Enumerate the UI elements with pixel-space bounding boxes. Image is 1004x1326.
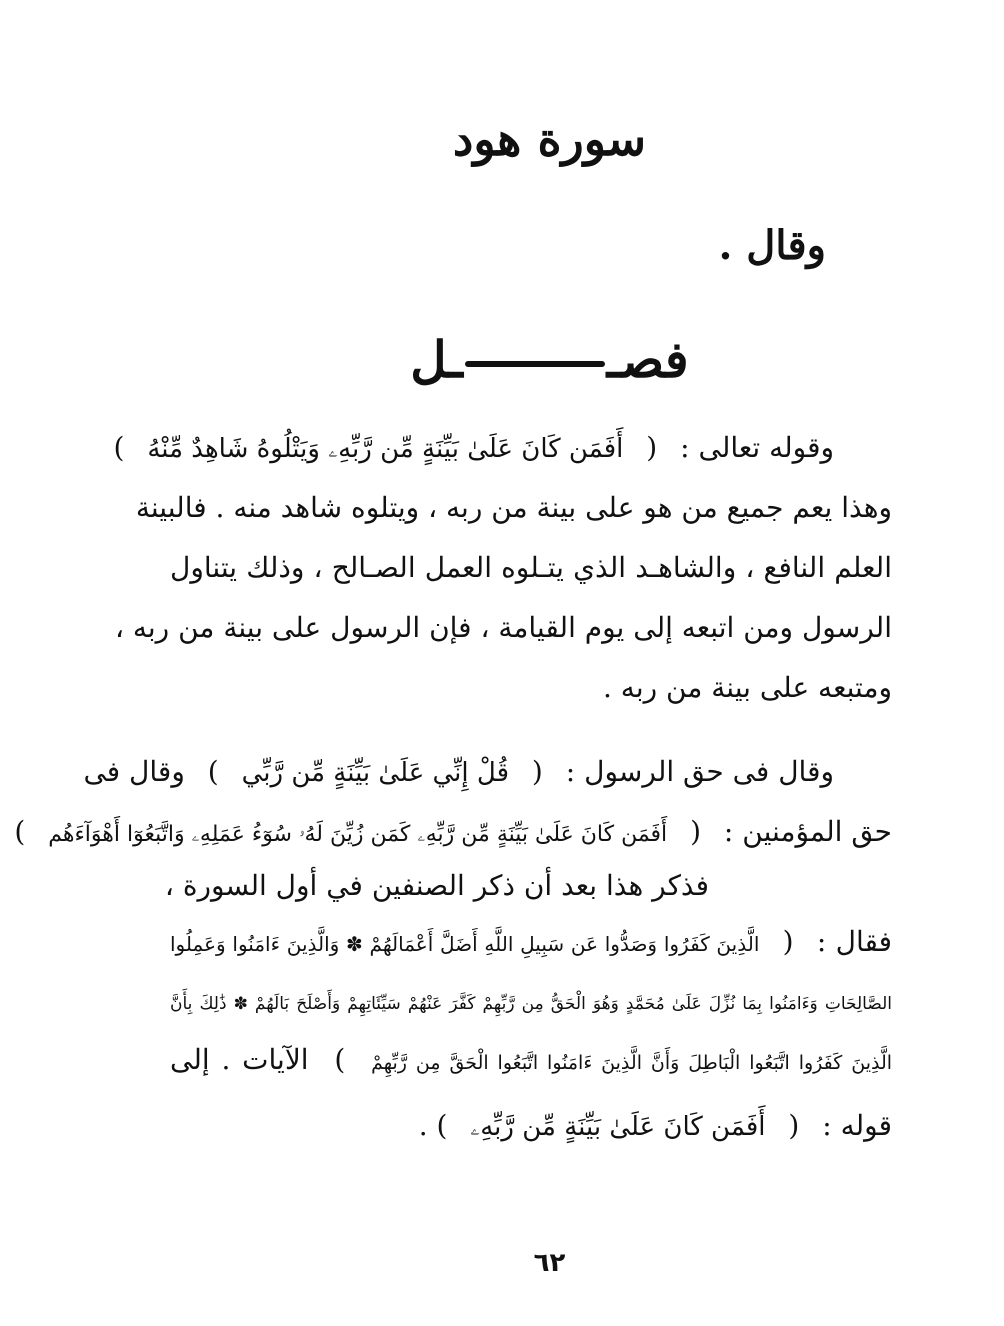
- verse-close-paren: ) .: [418, 1109, 448, 1142]
- quran-verse: أَفَمَن كَانَ عَلَىٰ بَيِّنَةٍ مِّن رَّبِّهِۦ وَيَتْلُوهُ شَاهِدٌ مِّنْهُ: [147, 434, 624, 464]
- verse-open-paren: (: [646, 431, 658, 464]
- verse-intro: قوله :: [822, 1109, 892, 1142]
- quran-verse: قُلْ إِنِّي عَلَىٰ بَيِّنَةٍ مِّن رَّبِّي: [241, 758, 510, 788]
- section-heading-start: فصـ: [606, 330, 689, 389]
- verse-close-paren: ): [14, 815, 26, 848]
- verse-close-paren: ): [334, 1043, 346, 1076]
- verse-intro: وقال فى حق الرسول :: [565, 755, 834, 788]
- surah-title: سورة هود: [452, 112, 647, 166]
- quran-verse: الَّذِينَ كَفَرُوا وَصَدُّوا عَن سَبِيلِ اللَّهِ أَضَلَّ أَعْمَالَهُمْ ✽ وَالَّذِينَ ءَامَنُوا وَعَمِلُوا: [170, 932, 760, 956]
- paragraph1-line2: وهذا يعم جميع من هو على بينة من ربه ، ويتلوه شاهد منه . فالبينة: [135, 491, 892, 524]
- book-page: [14, 0, 1004, 1326]
- tatweel-stroke: [465, 361, 605, 367]
- paragraph1-line3: العلم النافع ، والشاهـد الذي يتـلوه العمل الصـالح ، وذلك يتناول: [170, 551, 892, 584]
- section-heading: [95, 330, 1004, 389]
- quran-verse: الصَّالِحَاتِ وَءَامَنُوا بِمَا نُزِّلَ عَلَىٰ مُحَمَّدٍ وَهُوَ الْحَقُّ مِن رَّبِّهِمْ كَفَّرَ عَنْهُمْ سَيِّئَاتِهِمْ وَأَصْلَحَ بَالَهُمْ ✽ ذَٰلِكَ بِأَنَّ: [170, 994, 892, 1014]
- paragraph1-line4: الرسول ومن اتبعه إلى يوم القيامة ، فإن الرسول على بينة من ربه ،: [114, 611, 892, 644]
- paragraph2-line5: [170, 980, 892, 1024]
- paragraph2-line4: [170, 922, 892, 964]
- section-heading-end: ـل: [410, 330, 463, 389]
- verses-abbrev: الآيات .: [221, 1043, 309, 1076]
- paragraph2-line3: فذكر هذا بعد أن ذكر الصنفين في أول السورة ،: [164, 869, 709, 902]
- line-end-text: وقال فى: [83, 755, 185, 788]
- paragraph2-line6: [170, 1040, 892, 1083]
- verse-open-paren: (: [782, 925, 794, 958]
- paragraph2-line1: [83, 752, 834, 793]
- line-end-text: إلى: [170, 1043, 210, 1076]
- author-line: وقال .: [718, 222, 826, 269]
- quran-verse: أَفَمَن كَانَ عَلَىٰ بَيِّنَةٍ مِّن رَّبِّهِۦ كَمَن زُيِّنَ لَهُۥ سُوٓءُ عَمَلِهِۦ وَاتَّبَعُوٓا أَهْوَآءَهُم: [48, 822, 668, 847]
- verse-intro: حق المؤمنين :: [723, 815, 892, 848]
- verse-open-paren: (: [690, 815, 702, 848]
- verse-intro: فقال :: [816, 925, 893, 958]
- verse-open-paren: (: [531, 755, 543, 788]
- page-number: ٦٢: [533, 1248, 566, 1278]
- quran-verse: أَفَمَن كَانَ عَلَىٰ بَيِّنَةٍ مِّن رَّبِّهِۦ: [470, 1112, 766, 1142]
- verse-close-paren: ): [207, 755, 219, 788]
- paragraph1-line1: [113, 428, 834, 469]
- paragraph2-line2: [14, 812, 892, 855]
- paragraph1-line5: ومتبعه على بينة من ربه .: [603, 671, 892, 704]
- quran-verse: الَّذِينَ كَفَرُوا اتَّبَعُوا الْبَاطِلَ وَأَنَّ الَّذِينَ ءَامَنُوا اتَّبَعُوا الْحَقَّ مِن رَّبِّهِمْ: [371, 1052, 893, 1074]
- paragraph2-line7: [170, 1106, 892, 1147]
- verse-intro: وقوله تعالى :: [680, 431, 834, 464]
- verse-close-paren: ): [113, 431, 125, 464]
- verse-open-paren: (: [788, 1109, 800, 1142]
